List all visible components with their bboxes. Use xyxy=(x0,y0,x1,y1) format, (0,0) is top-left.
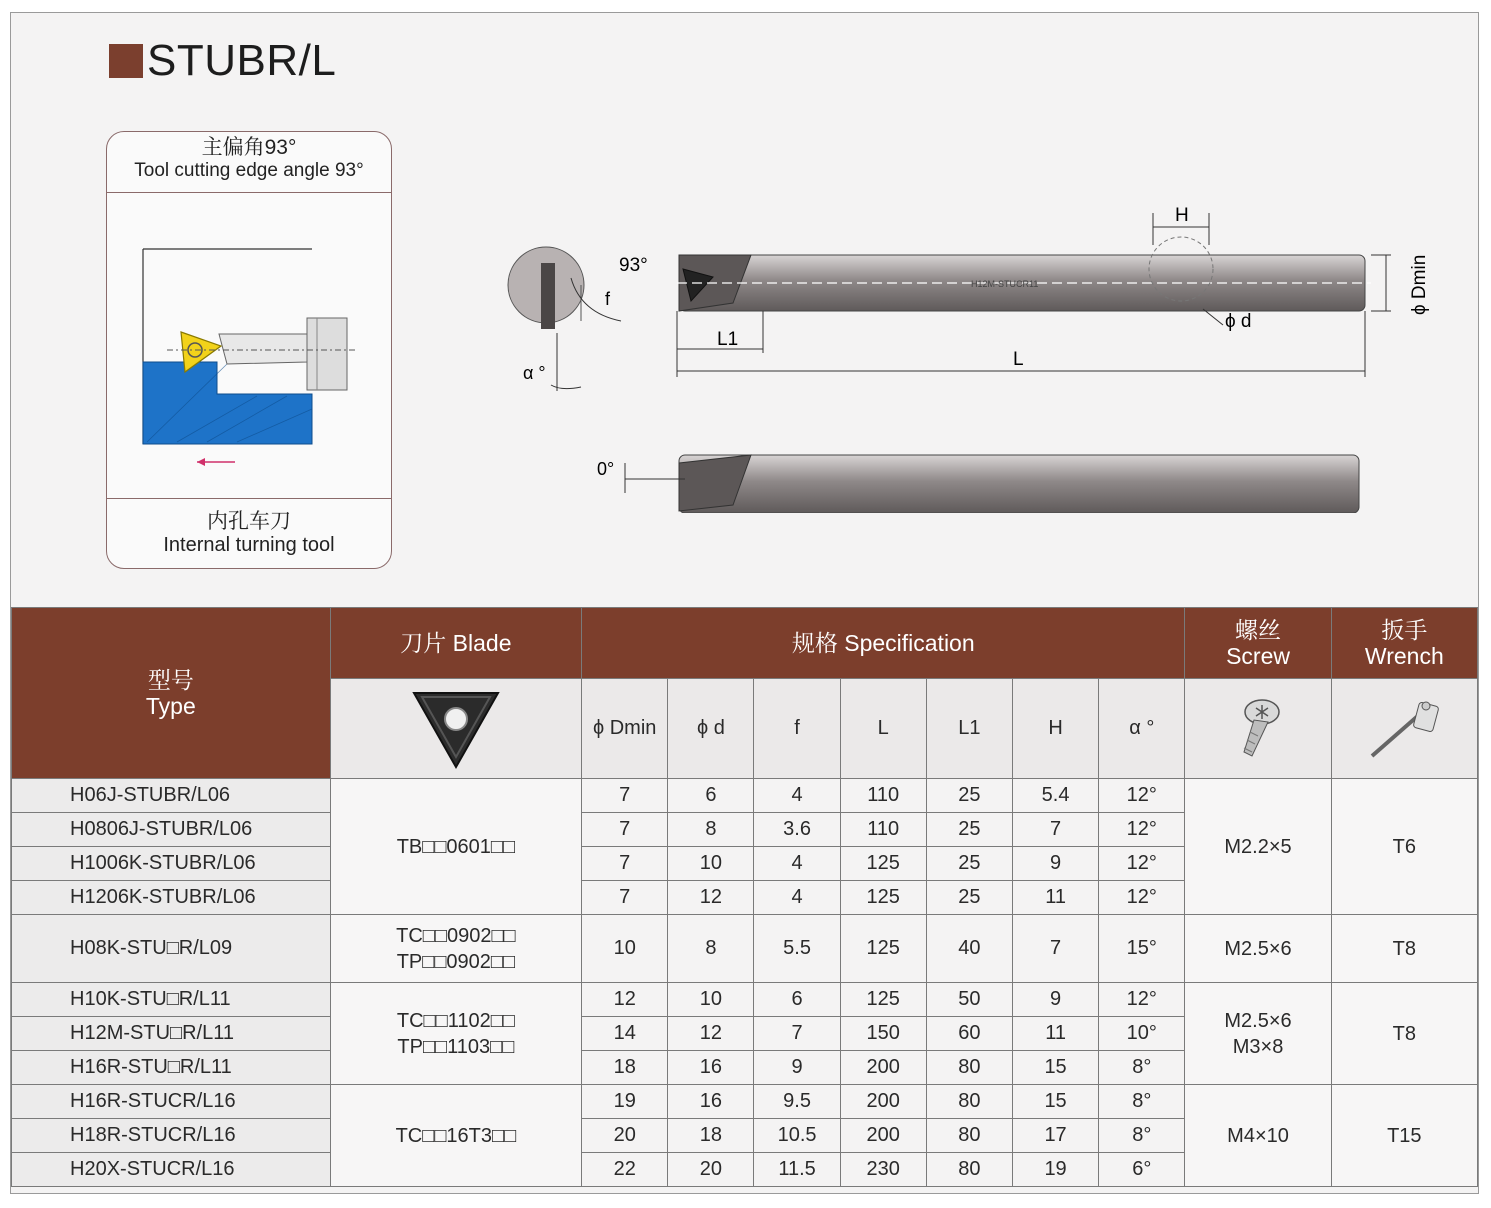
cell-f: 3.6 xyxy=(754,813,840,847)
table-row-type: H20X-STUCR/L16 xyxy=(12,1153,331,1187)
torx-wrench-icon xyxy=(1364,694,1444,764)
col-L: L xyxy=(840,679,926,779)
cell-dmin: 14 xyxy=(582,1017,668,1051)
cell-alpha: 12° xyxy=(1099,847,1185,881)
cell-d: 16 xyxy=(668,1085,754,1119)
cell-H: 17 xyxy=(1012,1119,1098,1153)
spec-table xyxy=(11,607,1478,1187)
col-dmin: ϕ Dmin xyxy=(582,679,668,779)
cell-dmin: 7 xyxy=(582,847,668,881)
cell-dmin: 22 xyxy=(582,1153,668,1187)
table-row-type: H0806J-STUBR/L06 xyxy=(12,813,331,847)
cell-L1: 40 xyxy=(926,915,1012,983)
cell-dmin: 7 xyxy=(582,813,668,847)
cell-f: 10.5 xyxy=(754,1119,840,1153)
col-alpha: α ° xyxy=(1099,679,1185,779)
cell-L1: 50 xyxy=(926,983,1012,1017)
cell-L: 110 xyxy=(840,813,926,847)
table-row-type: H08K-STU□R/L09 xyxy=(12,915,331,983)
torx-screw-icon xyxy=(1228,694,1288,764)
cell-dmin: 10 xyxy=(582,915,668,983)
phi-dmin-label: ϕ Dmin xyxy=(1409,254,1430,315)
cell-dmin: 7 xyxy=(582,779,668,813)
cell-L: 200 xyxy=(840,1051,926,1085)
tool-type-en: Internal turning tool xyxy=(163,534,335,556)
cell-f: 4 xyxy=(754,881,840,915)
title-text: STUBR/L xyxy=(147,36,337,85)
blade-group-3b: TP□□1103□□ xyxy=(397,1035,515,1058)
screw-group-1: M2.2×5 xyxy=(1185,779,1331,915)
blade-header: 刀片 Blade xyxy=(330,608,582,679)
col-d: ϕ d xyxy=(668,679,754,779)
cell-L1: 80 xyxy=(926,1085,1012,1119)
cell-f: 4 xyxy=(754,847,840,881)
table-row-type: H16R-STU□R/L11 xyxy=(12,1051,331,1085)
boring-diagram-icon xyxy=(107,194,391,496)
blade-group-1: TB□□0601□□ xyxy=(330,779,582,915)
cutting-angle-card xyxy=(106,131,392,569)
cell-alpha: 8° xyxy=(1099,1119,1185,1153)
cell-f: 9 xyxy=(754,1051,840,1085)
alpha-label: α ° xyxy=(523,363,546,383)
table-row-type: H06J-STUBR/L06 xyxy=(12,779,331,813)
blade-group-2a: TC□□0902□□ xyxy=(396,924,516,947)
zero-angle-label: 0° xyxy=(597,459,615,479)
phi-d-label: ϕ d xyxy=(1225,311,1252,332)
blade-group-2b: TP□□0902□□ xyxy=(396,950,516,973)
cell-alpha: 12° xyxy=(1099,813,1185,847)
cell-L: 125 xyxy=(840,983,926,1017)
cell-L: 110 xyxy=(840,779,926,813)
cell-L: 150 xyxy=(840,1017,926,1051)
screw-header-en: Screw xyxy=(1226,643,1290,670)
table-row-type: H16R-STUCR/L16 xyxy=(12,1085,331,1119)
spec-header: 规格 Specification xyxy=(582,608,1185,679)
wrench-group-4: T15 xyxy=(1331,1085,1477,1187)
wrench-header-cn: 扳手 xyxy=(1381,617,1428,644)
cell-d: 6 xyxy=(668,779,754,813)
boring-bar-drawing xyxy=(501,193,1441,513)
blade-group-3a: TC□□1102□□ xyxy=(396,1009,515,1032)
cell-d: 8 xyxy=(668,813,754,847)
cell-alpha: 6° xyxy=(1099,1153,1185,1187)
cell-H: 11 xyxy=(1012,881,1098,915)
bar-engraving: H12M-STUCR11 xyxy=(971,279,1039,289)
cell-f: 5.5 xyxy=(754,915,840,983)
cell-f: 6 xyxy=(754,983,840,1017)
cell-alpha: 12° xyxy=(1099,779,1185,813)
L-label: L xyxy=(1013,349,1024,370)
wrench-group-3: T8 xyxy=(1331,983,1477,1085)
screw-group-4: M4×10 xyxy=(1185,1085,1331,1187)
cell-f: 9.5 xyxy=(754,1085,840,1119)
cell-L1: 25 xyxy=(926,779,1012,813)
table-row-type: H1206K-STUBR/L06 xyxy=(12,881,331,915)
cell-L: 230 xyxy=(840,1153,926,1187)
cell-dmin: 18 xyxy=(582,1051,668,1085)
cell-L1: 80 xyxy=(926,1119,1012,1153)
wrench-group-1: T6 xyxy=(1331,779,1477,915)
angle-heading-cn: 主偏角93° xyxy=(201,136,297,159)
cell-H: 7 xyxy=(1012,915,1098,983)
cell-d: 10 xyxy=(668,983,754,1017)
cell-alpha: 15° xyxy=(1099,915,1185,983)
cell-f: 11.5 xyxy=(754,1153,840,1187)
angle-93-label: 93° xyxy=(619,255,648,276)
cell-alpha: 10° xyxy=(1099,1017,1185,1051)
H-label: H xyxy=(1175,205,1189,226)
cell-L: 200 xyxy=(840,1085,926,1119)
cell-dmin: 12 xyxy=(582,983,668,1017)
cell-alpha: 8° xyxy=(1099,1085,1185,1119)
screw-group-3a: M2.5×6 xyxy=(1224,1009,1292,1032)
cell-alpha: 12° xyxy=(1099,881,1185,915)
col-L1: L1 xyxy=(926,679,1012,779)
cell-H: 9 xyxy=(1012,847,1098,881)
cell-L1: 25 xyxy=(926,847,1012,881)
cell-d: 12 xyxy=(668,1017,754,1051)
cell-d: 10 xyxy=(668,847,754,881)
type-header-en: Type xyxy=(145,693,196,719)
cell-L1: 25 xyxy=(926,881,1012,915)
screw-group-2: M2.5×6 xyxy=(1185,915,1331,983)
col-f: f xyxy=(754,679,840,779)
L1-label: L1 xyxy=(717,329,739,350)
triangle-insert-icon xyxy=(408,687,504,771)
cell-L1: 80 xyxy=(926,1153,1012,1187)
cell-d: 12 xyxy=(668,881,754,915)
cell-H: 5.4 xyxy=(1012,779,1098,813)
cell-dmin: 20 xyxy=(582,1119,668,1153)
type-header-cn: 型号 xyxy=(147,667,194,693)
title-square-icon xyxy=(109,44,143,78)
cell-d: 18 xyxy=(668,1119,754,1153)
cell-L1: 25 xyxy=(926,813,1012,847)
screw-header-cn: 螺丝 xyxy=(1235,617,1282,644)
blade-group-4: TC□□16T3□□ xyxy=(330,1085,582,1187)
cell-f: 4 xyxy=(754,779,840,813)
cell-dmin: 7 xyxy=(582,881,668,915)
page-title xyxy=(109,36,337,85)
cell-alpha: 12° xyxy=(1099,983,1185,1017)
table-row-type: H12M-STU□R/L11 xyxy=(12,1017,331,1051)
cell-H: 15 xyxy=(1012,1085,1098,1119)
cell-d: 16 xyxy=(668,1051,754,1085)
table-row-type: H1006K-STUBR/L06 xyxy=(12,847,331,881)
cell-d: 20 xyxy=(668,1153,754,1187)
cell-H: 9 xyxy=(1012,983,1098,1017)
cell-H: 7 xyxy=(1012,813,1098,847)
cell-d: 8 xyxy=(668,915,754,983)
cell-f: 7 xyxy=(754,1017,840,1051)
cell-dmin: 19 xyxy=(582,1085,668,1119)
tool-type-cn: 内孔车刀 xyxy=(207,510,291,533)
cell-L: 125 xyxy=(840,915,926,983)
wrench-group-2: T8 xyxy=(1331,915,1477,983)
cell-L: 200 xyxy=(840,1119,926,1153)
cell-H: 11 xyxy=(1012,1017,1098,1051)
cell-H: 15 xyxy=(1012,1051,1098,1085)
table-row-type: H18R-STUCR/L16 xyxy=(12,1119,331,1153)
wrench-header-en: Wrench xyxy=(1364,643,1444,670)
cell-L: 125 xyxy=(840,847,926,881)
screw-group-3b: M3×8 xyxy=(1232,1035,1284,1058)
cell-alpha: 8° xyxy=(1099,1051,1185,1085)
cell-L1: 60 xyxy=(926,1017,1012,1051)
catalog-page xyxy=(10,12,1479,1194)
f-label: f xyxy=(605,289,611,309)
cell-L1: 80 xyxy=(926,1051,1012,1085)
cell-H: 19 xyxy=(1012,1153,1098,1187)
cell-L: 125 xyxy=(840,881,926,915)
angle-heading-en: Tool cutting edge angle 93° xyxy=(134,160,364,181)
table-row-type: H10K-STU□R/L11 xyxy=(12,983,331,1017)
col-H: H xyxy=(1012,679,1098,779)
